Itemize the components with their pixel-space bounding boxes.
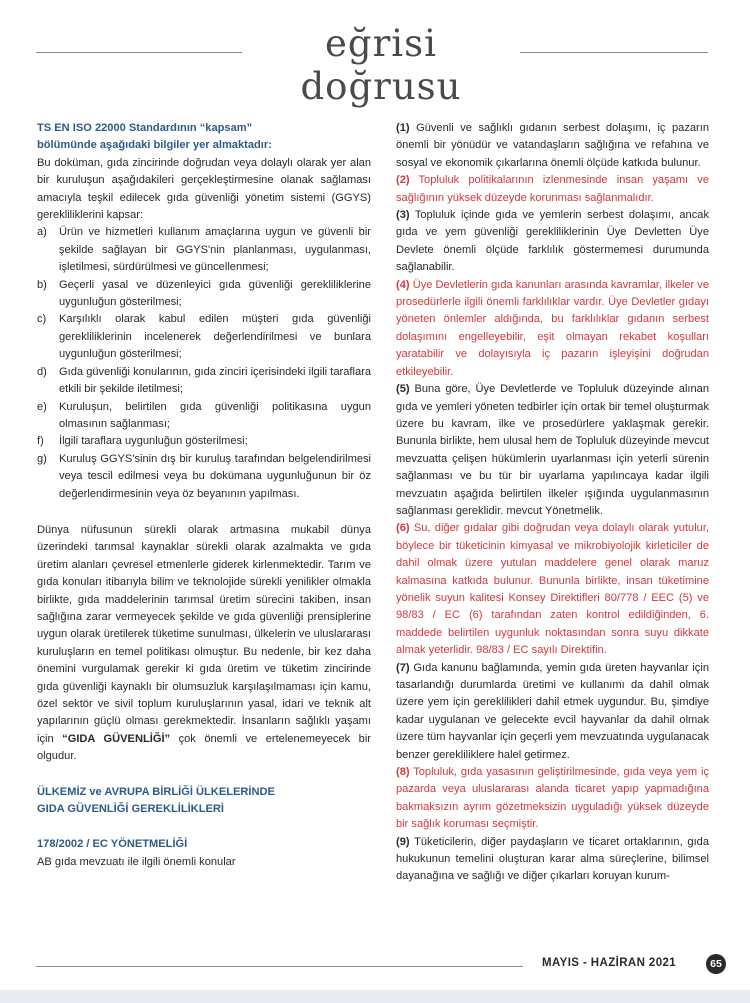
left-column (37, 120, 371, 871)
list-marker: c) (37, 313, 47, 326)
regulation-item-7 (396, 660, 709, 764)
scope-heading-line2: bölümünde aşağıdaki bilgiler yer almaktadır: (37, 139, 272, 152)
scope-list-item (37, 277, 371, 312)
item-text: Gıda kanunu bağlamında, yemin gıda üreten hayvanlar için tasarlandığı durumlarda üretimi ve kullanımı da dahil olmak üzere yem için gereklilikleri dahil etmek uygundur. Bu, şimdiye kadar uygulanan ve gelecekte evcil hayvanlar da dahil olmak üzere tüm hayvanlar için geçerli yem mevzuatında uygulanacak benzer gerekliliklere halel getirmez. (396, 661, 709, 761)
list-marker: b) (37, 278, 47, 291)
body-paragraph (37, 522, 371, 766)
list-item-text: Geçerli yasal ve düzenleyici gıda güvenliği gerekliliklerine uygunluğun gösterilmesi; (59, 278, 371, 309)
body-paragraph-text: Dünya nüfusunun sürekli olarak artmasına mukabil dünya üzerindeki tarımsal kaynaklar sürekli olarak azalmakta ve gıda üretim alanları çevresel etmenlerle giderek kirlenmektedir. Tarım ve gıda konuları itibarıyla bilim ve teknolojide sürekli yenilikler olmakla birlikte, gıda maddelerinin tarımsal üretim sürecini takiben, insan sağlığına zarar vermeyecek şekilde ve gıda güvenliği prensiplerine uygun olarak üretilerek tüketime sunulması, ülkelerin ve uluslararası kuruluşların en temel politikası olmuştur. Bu nedenle, bir kez daha önemini vurgulamak gerekir ki gıda üretim ve tüketim zincirinde gıda güvenliği kaynaklı bir olumsuzluk karşılaşılmaması için kamu, özel sektör ve sivil toplum kuruluşlarının yasal, idari ve teknik alt yapılarının güçlü olması gerekmektedir. İnsanların sağlıklı yaşamı için (37, 523, 371, 745)
regulation-item-8 (396, 764, 709, 834)
page-number-badge: 65 (706, 954, 726, 974)
right-column (396, 120, 709, 886)
list-marker: a) (37, 226, 47, 239)
section-heading-line2: GIDA GÜVENLİĞİ GEREKLİLİKLERİ (37, 803, 224, 816)
scope-list-item (37, 311, 371, 363)
list-item-text: Kuruluşun, belirtilen gıda güvenliği politikasına uygun olmasının sağlanması; (59, 400, 371, 430)
list-item-text: Karşılıklı olarak kabul edilen müşteri gıda güvenliği gerekliliklerinin incelenerek değerlendirilmesi ve bunlara uygunluğun gösterilmesi; (59, 313, 371, 361)
scope-heading (37, 120, 371, 155)
regulation-item-1 (396, 120, 709, 172)
item-number: (8) (396, 766, 410, 779)
regulation-intro: AB gıda mevzuatı ile ilgili önemli konular (37, 855, 236, 868)
section-heading-line1: ÜLKEMİZ ve AVRUPA BİRLİĞİ ÜLKELERİNDE (37, 785, 275, 798)
item-text: Güvenli ve sağlıklı gıdanın serbest dolaşımı, iç pazarın önemli bir yönüdür ve vatandaşların sağlığına ve refahına ve sosyal ve ekonomik çıkarlarına önemli ölçüde katkıda bulunur. (396, 122, 709, 169)
list-marker: f) (37, 435, 44, 448)
scope-list-item (37, 224, 371, 276)
item-text: Topluluk içinde gıda ve yemlerin serbest dolaşımı, ancak gıda ve yem güvenliği gerekliliklerinin Üye Devletten Üye Devlete önemli ölçüde farklılık göstermemesi durumunda sağlanabilir. (396, 209, 709, 274)
item-number: (7) (396, 661, 410, 674)
regulation-item-2 (396, 172, 709, 207)
section-heading (37, 784, 371, 819)
list-item-text: Kuruluş GGYS'sinin dış bir kuruluş tarafından belgelendirilmesi veya tescil edilmesi veya bu dokümana uygunluğunun bir öz değerlendirmesinin veya öz beyanının yapılması. (59, 452, 371, 500)
item-text: Üye Devletlerin gıda kanunları arasında kavramlar, ilkeler ve prosedürlerle ilgili önemli farklılıklar vardır. Üye Devletler gıdayı yöneten önlemler aldığında, bu farklılıklar gıdanın serbest dolaşımını engelleyebilir, eşit olmayan rekabet koşulları yaratabilir ve dolayısıyla iç pazarın işleyişini doğrudan etkileyebilir. (396, 278, 709, 378)
regulation-item-5 (396, 381, 709, 520)
spacer (37, 818, 371, 836)
spacer (37, 503, 371, 522)
regulation-item-3 (396, 207, 709, 277)
item-number: (2) (396, 174, 410, 187)
scope-list-item (37, 451, 371, 503)
list-marker: g) (37, 452, 47, 465)
scope-intro: Bu doküman, gıda zincirinde doğrudan veya dolaylı olarak yer alan bir kuruluşun aşağıdakileri gerçekleştirmesine olanak sağlaması amacıyla teşkil edilecek gıda güvenliği yönetim sistemi (GGYS) gerekliliklerini kapsar: (37, 156, 371, 222)
list-marker: e) (37, 400, 47, 413)
item-number: (1) (396, 122, 410, 134)
item-text: Buna göre, Üye Devletlerde ve Topluluk düzeyinde alınan gıda ve yemleri yöneten tedbirler için ortak bir temel oluşturmak üzere bu kavram, ilke ve prosedürlere yaklaşmak gerekir. Bununla birlikte, hem ulusal hem de Topluluk düzeyinde mevcut mevzuatta çelişen hükümlerin uyarlanması için yeterli sürenin sağlanması ve bu tür bir uyarlama yapılıncaya kadar ilgili mevzuatın aşağıda belirtilen ilkeler ışığında uygulanmasının sağlanması gereklidir. mevcut Yönetmelik. (396, 383, 709, 517)
item-number: (6) (396, 522, 410, 535)
page-title: eğrisi doğrusu (300, 22, 462, 108)
item-number: (5) (396, 383, 410, 396)
item-text: Topluluk politikalarının izlenmesinde insan yaşamı ve sağlığının yüksek düzeyde korunması sağlanmalıdır. (396, 174, 709, 204)
food-safety-emphasis: “GIDA GÜVENLİĞİ” (62, 732, 171, 745)
regulation-item-6 (396, 520, 709, 659)
item-text: Su, diğer gıdalar gibi doğrudan veya dolaylı olarak yutulur, böylece bir tüketicinin kimyasal ve mikrobiyolojik kirleticiler de dahil olmak üzere yutulan maddelere genel olarak maruz kalmasına katkıda bulunur. Bununla birlikte, insan tüketimine yönelik suyun kalitesi Konsey Direktifleri 80/778 / EEC (5) ve 98/83 / EC (6) tarafından zaten kontrol edildiğinden, 6. maddede belirtilen uygunluk noktasından sonra suyu dikkate almak yeterlidir. 98/83 / EC sayılı Direktifin. (396, 522, 709, 657)
item-text: Tüketicilerin, diğer paydaşların ve ticaret ortaklarının, gıda hukukunun temelini oluşturan karar alma süreçlerine, bilimsel dayanağına ve sağlığı ve diğer çıkarları koruyan kurum- (396, 835, 709, 883)
scope-list-item (37, 364, 371, 399)
item-number: (3) (396, 209, 410, 222)
header-rule-right (520, 52, 708, 53)
list-marker: d) (37, 365, 47, 378)
list-item-text: Gıda güvenliği konularının, gıda zinciri içerisindeki ilgili taraflara etkili bir şekilde iletilmesi; (59, 365, 371, 396)
regulation-item-4 (396, 277, 709, 381)
scope-list-item (37, 399, 371, 434)
issue-label: MAYIS - HAZİRAN 2021 (542, 957, 677, 969)
regulation-item-9 (396, 834, 709, 886)
scope-list (37, 224, 371, 503)
regulation-title: 178/2002 / EC YÖNETMELİĞİ (37, 838, 188, 851)
body-paragraph-end: çok önemli ve ertelenemeyecek bir olgudur. (37, 732, 371, 763)
item-text: Topluluk, gıda yasasının geliştirilmesinde, gıda veya yem iç pazarda veya uluslararası alanda ticaret yapıp yapmadığına bakmaksızın ayrım gözetmeksizin uyguladığı yüksek düzeyde bir sağlık koruması seçmiştir. (396, 766, 709, 831)
scope-heading-line1: TS EN ISO 22000 Standardının “kapsam” (37, 122, 253, 134)
list-item-text: İlgili taraflara uygunluğun gösterilmesi; (59, 435, 248, 448)
scope-list-item (37, 433, 371, 450)
item-number: (4) (396, 278, 410, 291)
bottom-band (0, 990, 750, 1003)
footer-rule (36, 966, 523, 967)
header-rule-left (36, 52, 242, 53)
spacer (37, 766, 371, 784)
list-item-text: Ürün ve hizmetleri kullanım amaçlarına uygun ve güvenli bir şekilde sağlayan bir GGYS'nin planlanması, uygulanması, işletilmesi, sürdürülmesi ve güncellenmesi; (59, 226, 371, 274)
item-number: (9) (396, 835, 410, 848)
